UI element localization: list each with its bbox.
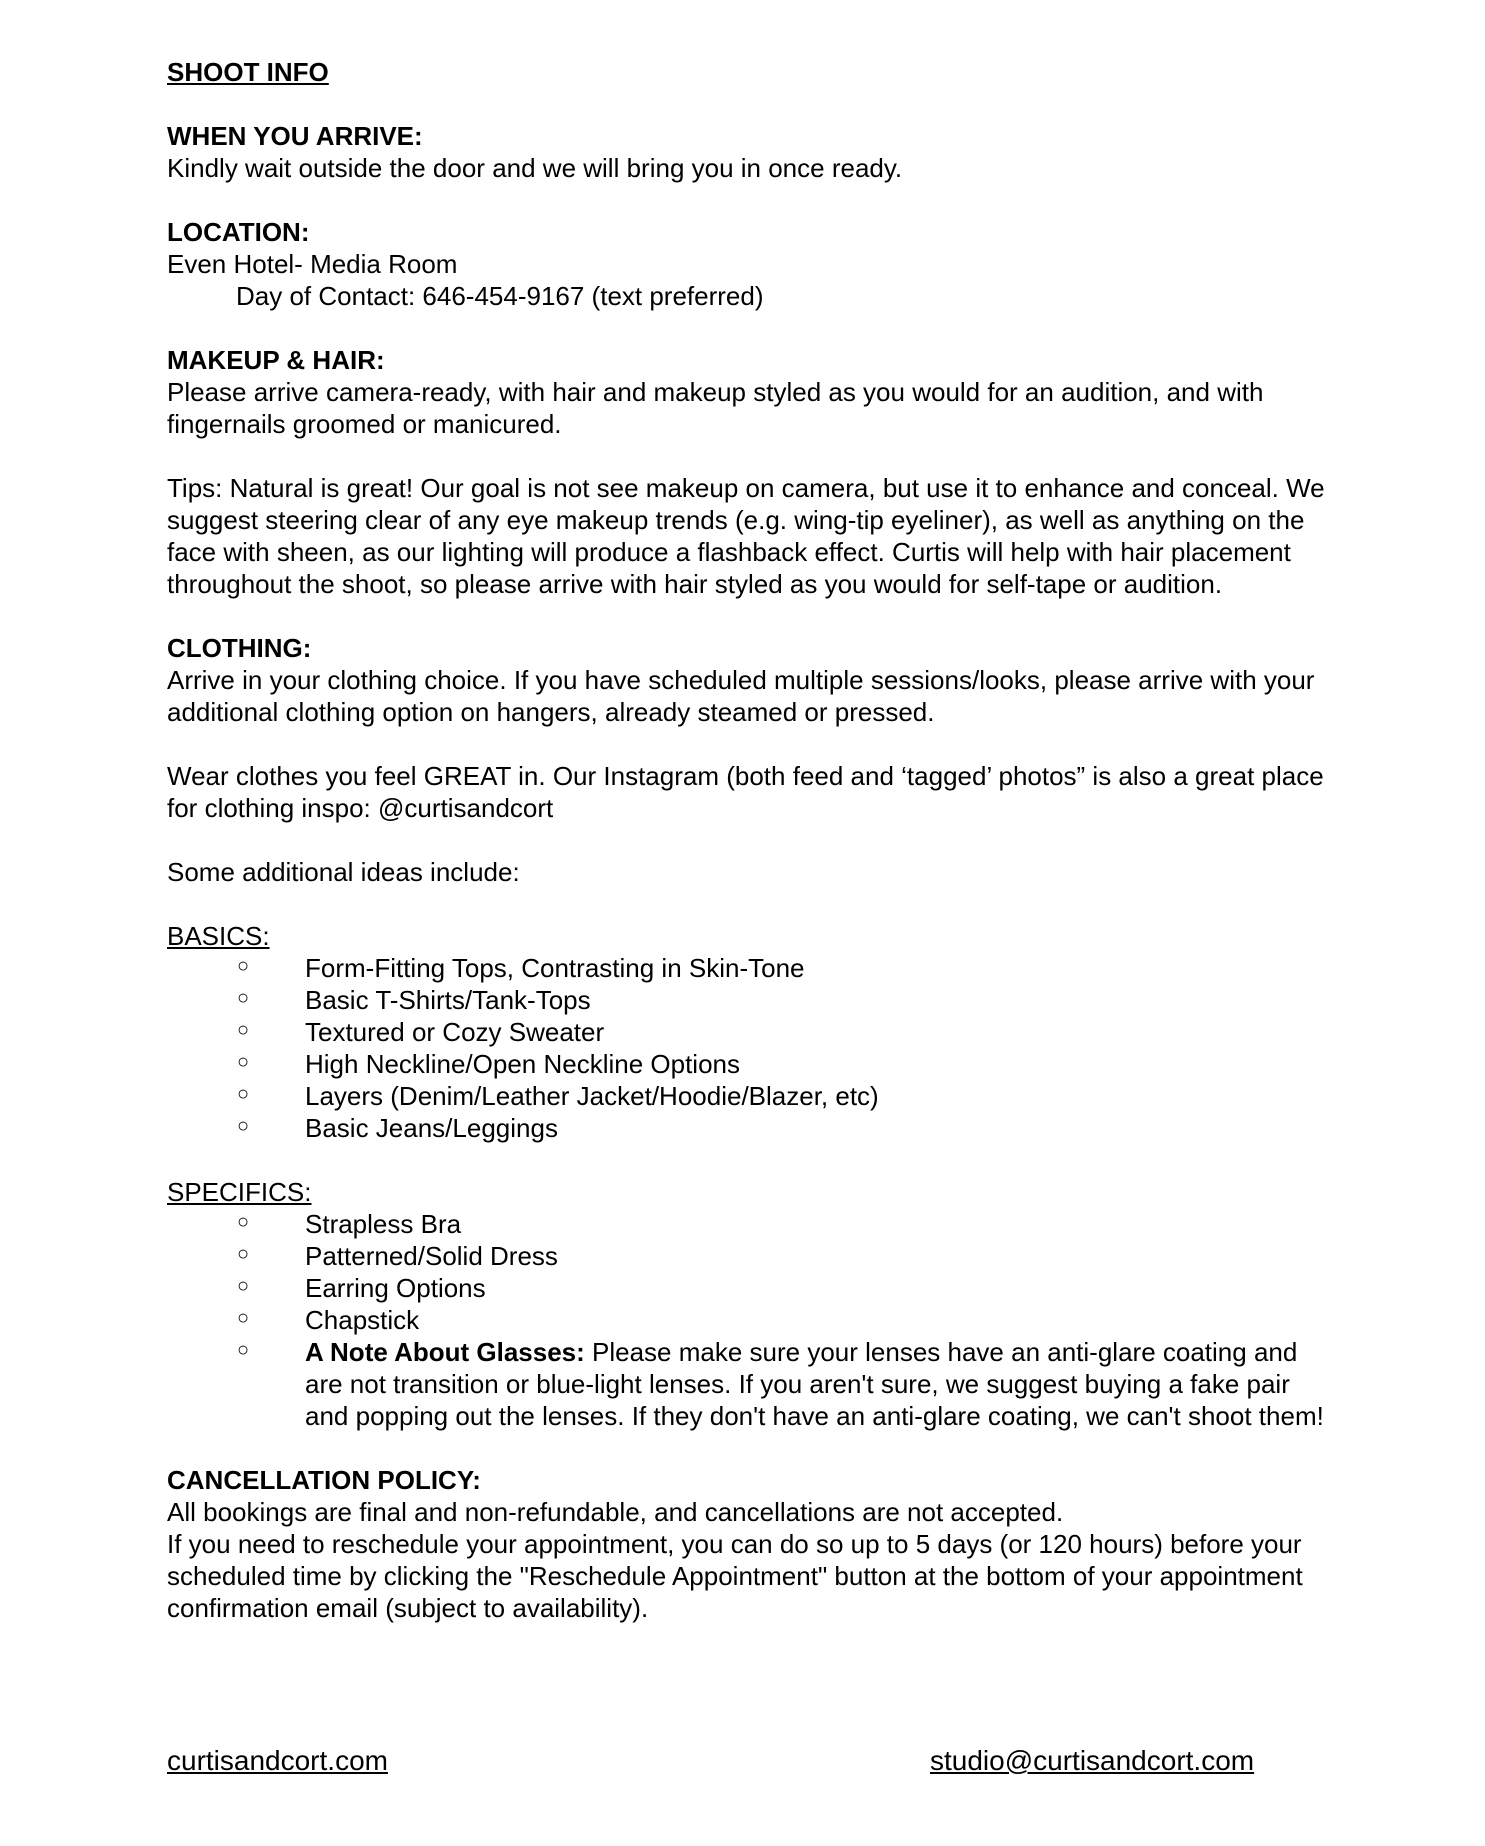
- makeup-tips: Tips: Natural is great! Our goal is not see makeup on camera, but use it to enhance and conceal. We suggest steering clear of any eye makeup trends (e.g. wing-tip eyeliner), as well as anything on the face with sheen, as our lighting will produce a flashback effect. Curtis will help with hair placement throughout the shoot, so please arrive with hair styled as you would for self-tape or audition.: [167, 473, 1325, 599]
- list-item: [167, 1240, 1327, 1272]
- clothing-heading: CLOTHING:: [167, 633, 312, 663]
- circle-bullet-icon: ○: [237, 1115, 250, 1137]
- email-link[interactable]: studio@curtisandcort.com: [930, 1745, 1255, 1776]
- clothing-wear: Wear clothes you feel GREAT in. Our Instagram (both feed and ‘tagged’ photos” is also a great place for clothing inspo: @curtisandcort: [167, 761, 1324, 823]
- circle-bullet-icon: ○: [237, 1243, 250, 1265]
- list-item: [167, 984, 1327, 1016]
- circle-bullet-icon: ○: [237, 1339, 250, 1361]
- cancellation-line2: If you need to reschedule your appointment, you can do so up to 5 days (or 120 hours) before your scheduled time by clicking the "Reschedule Appointment" button at the bottom of your appointment confirmation email (subject to availability).: [167, 1529, 1303, 1623]
- page-title: SHOOT INFO: [167, 57, 329, 87]
- spacer: [167, 1144, 1327, 1176]
- section-arrive: [167, 120, 1327, 184]
- list-item: [167, 1208, 1327, 1240]
- cancellation-line1: All bookings are final and non-refundable, and cancellations are not accepted.: [167, 1497, 1064, 1527]
- spacer: [167, 888, 1327, 920]
- circle-bullet-icon: ○: [237, 1083, 250, 1105]
- section-clothing: [167, 632, 1327, 1432]
- document-body: [167, 56, 1327, 1624]
- spacer: [167, 728, 1327, 760]
- list-item-text: Strapless Bra: [305, 1209, 462, 1239]
- section-cancellation: [167, 1464, 1327, 1624]
- circle-bullet-icon: ○: [237, 1275, 250, 1297]
- arrive-text: Kindly wait outside the door and we will bring you in once ready.: [167, 153, 903, 183]
- basics-heading: BASICS:: [167, 921, 270, 951]
- list-item: [167, 1112, 1327, 1144]
- list-item-glasses-note: [167, 1336, 1327, 1432]
- list-item-text: Textured or Cozy Sweater: [305, 1017, 605, 1047]
- list-item-text: Chapstick: [305, 1305, 420, 1335]
- location-place: Even Hotel- Media Room: [167, 249, 458, 279]
- website-link[interactable]: curtisandcort.com: [167, 1745, 388, 1776]
- clothing-ideas: Some additional ideas include:: [167, 857, 520, 887]
- list-item-text: High Neckline/Open Neckline Options: [305, 1049, 740, 1079]
- makeup-text: Please arrive camera-ready, with hair and makeup styled as you would for an audition, and with fingernails groomed or manicured.: [167, 377, 1264, 439]
- spacer: [167, 184, 1327, 216]
- location-contact: Day of Contact: 646-454-9167 (text preferred): [236, 281, 764, 311]
- circle-bullet-icon: ○: [237, 1307, 250, 1329]
- list-item-text: Earring Options: [305, 1273, 486, 1303]
- glasses-note-text: Please make sure your lenses have an anti-glare coating and are not transition or blue-light lenses. If you aren't sure, we suggest buying a fake pair and popping out the lenses. If they don't have an anti-glare coating, we can't shoot them!: [305, 1337, 1324, 1431]
- circle-bullet-icon: ○: [237, 1019, 250, 1041]
- list-item: [167, 1016, 1327, 1048]
- list-item: [167, 1272, 1327, 1304]
- circle-bullet-icon: ○: [237, 955, 250, 977]
- spacer: [167, 88, 1327, 120]
- list-item-text: Basic Jeans/Leggings: [305, 1113, 558, 1143]
- spacer: [167, 440, 1327, 472]
- list-item: [167, 1080, 1327, 1112]
- spacer: [167, 312, 1327, 344]
- basics-list: [167, 952, 1327, 1144]
- specifics-list: [167, 1208, 1327, 1432]
- section-makeup: [167, 344, 1327, 600]
- list-item-text: Basic T-Shirts/Tank-Tops: [305, 985, 591, 1015]
- glasses-note-label: A Note About Glasses:: [305, 1337, 585, 1367]
- list-item: [167, 952, 1327, 984]
- list-item-text: Layers (Denim/Leather Jacket/Hoodie/Blazer, etc): [305, 1081, 879, 1111]
- spacer: [167, 1432, 1327, 1464]
- location-heading: LOCATION:: [167, 217, 310, 247]
- list-item: [167, 1304, 1327, 1336]
- spacer: [167, 824, 1327, 856]
- clothing-text: Arrive in your clothing choice. If you have scheduled multiple sessions/looks, please arrive with your additional clothing option on hangers, already steamed or pressed.: [167, 665, 1315, 727]
- specifics-heading: SPECIFICS:: [167, 1177, 312, 1207]
- arrive-heading: WHEN YOU ARRIVE:: [167, 121, 423, 151]
- list-item-text: Form-Fitting Tops, Contrasting in Skin-Tone: [305, 953, 805, 983]
- section-location: [167, 216, 1327, 312]
- circle-bullet-icon: ○: [237, 1051, 250, 1073]
- cancellation-heading: CANCELLATION POLICY:: [167, 1465, 481, 1495]
- list-item: [167, 1048, 1327, 1080]
- circle-bullet-icon: ○: [237, 1211, 250, 1233]
- list-item-text: Patterned/Solid Dress: [305, 1241, 558, 1271]
- makeup-heading: MAKEUP & HAIR:: [167, 345, 385, 375]
- spacer: [167, 600, 1327, 632]
- circle-bullet-icon: ○: [237, 987, 250, 1009]
